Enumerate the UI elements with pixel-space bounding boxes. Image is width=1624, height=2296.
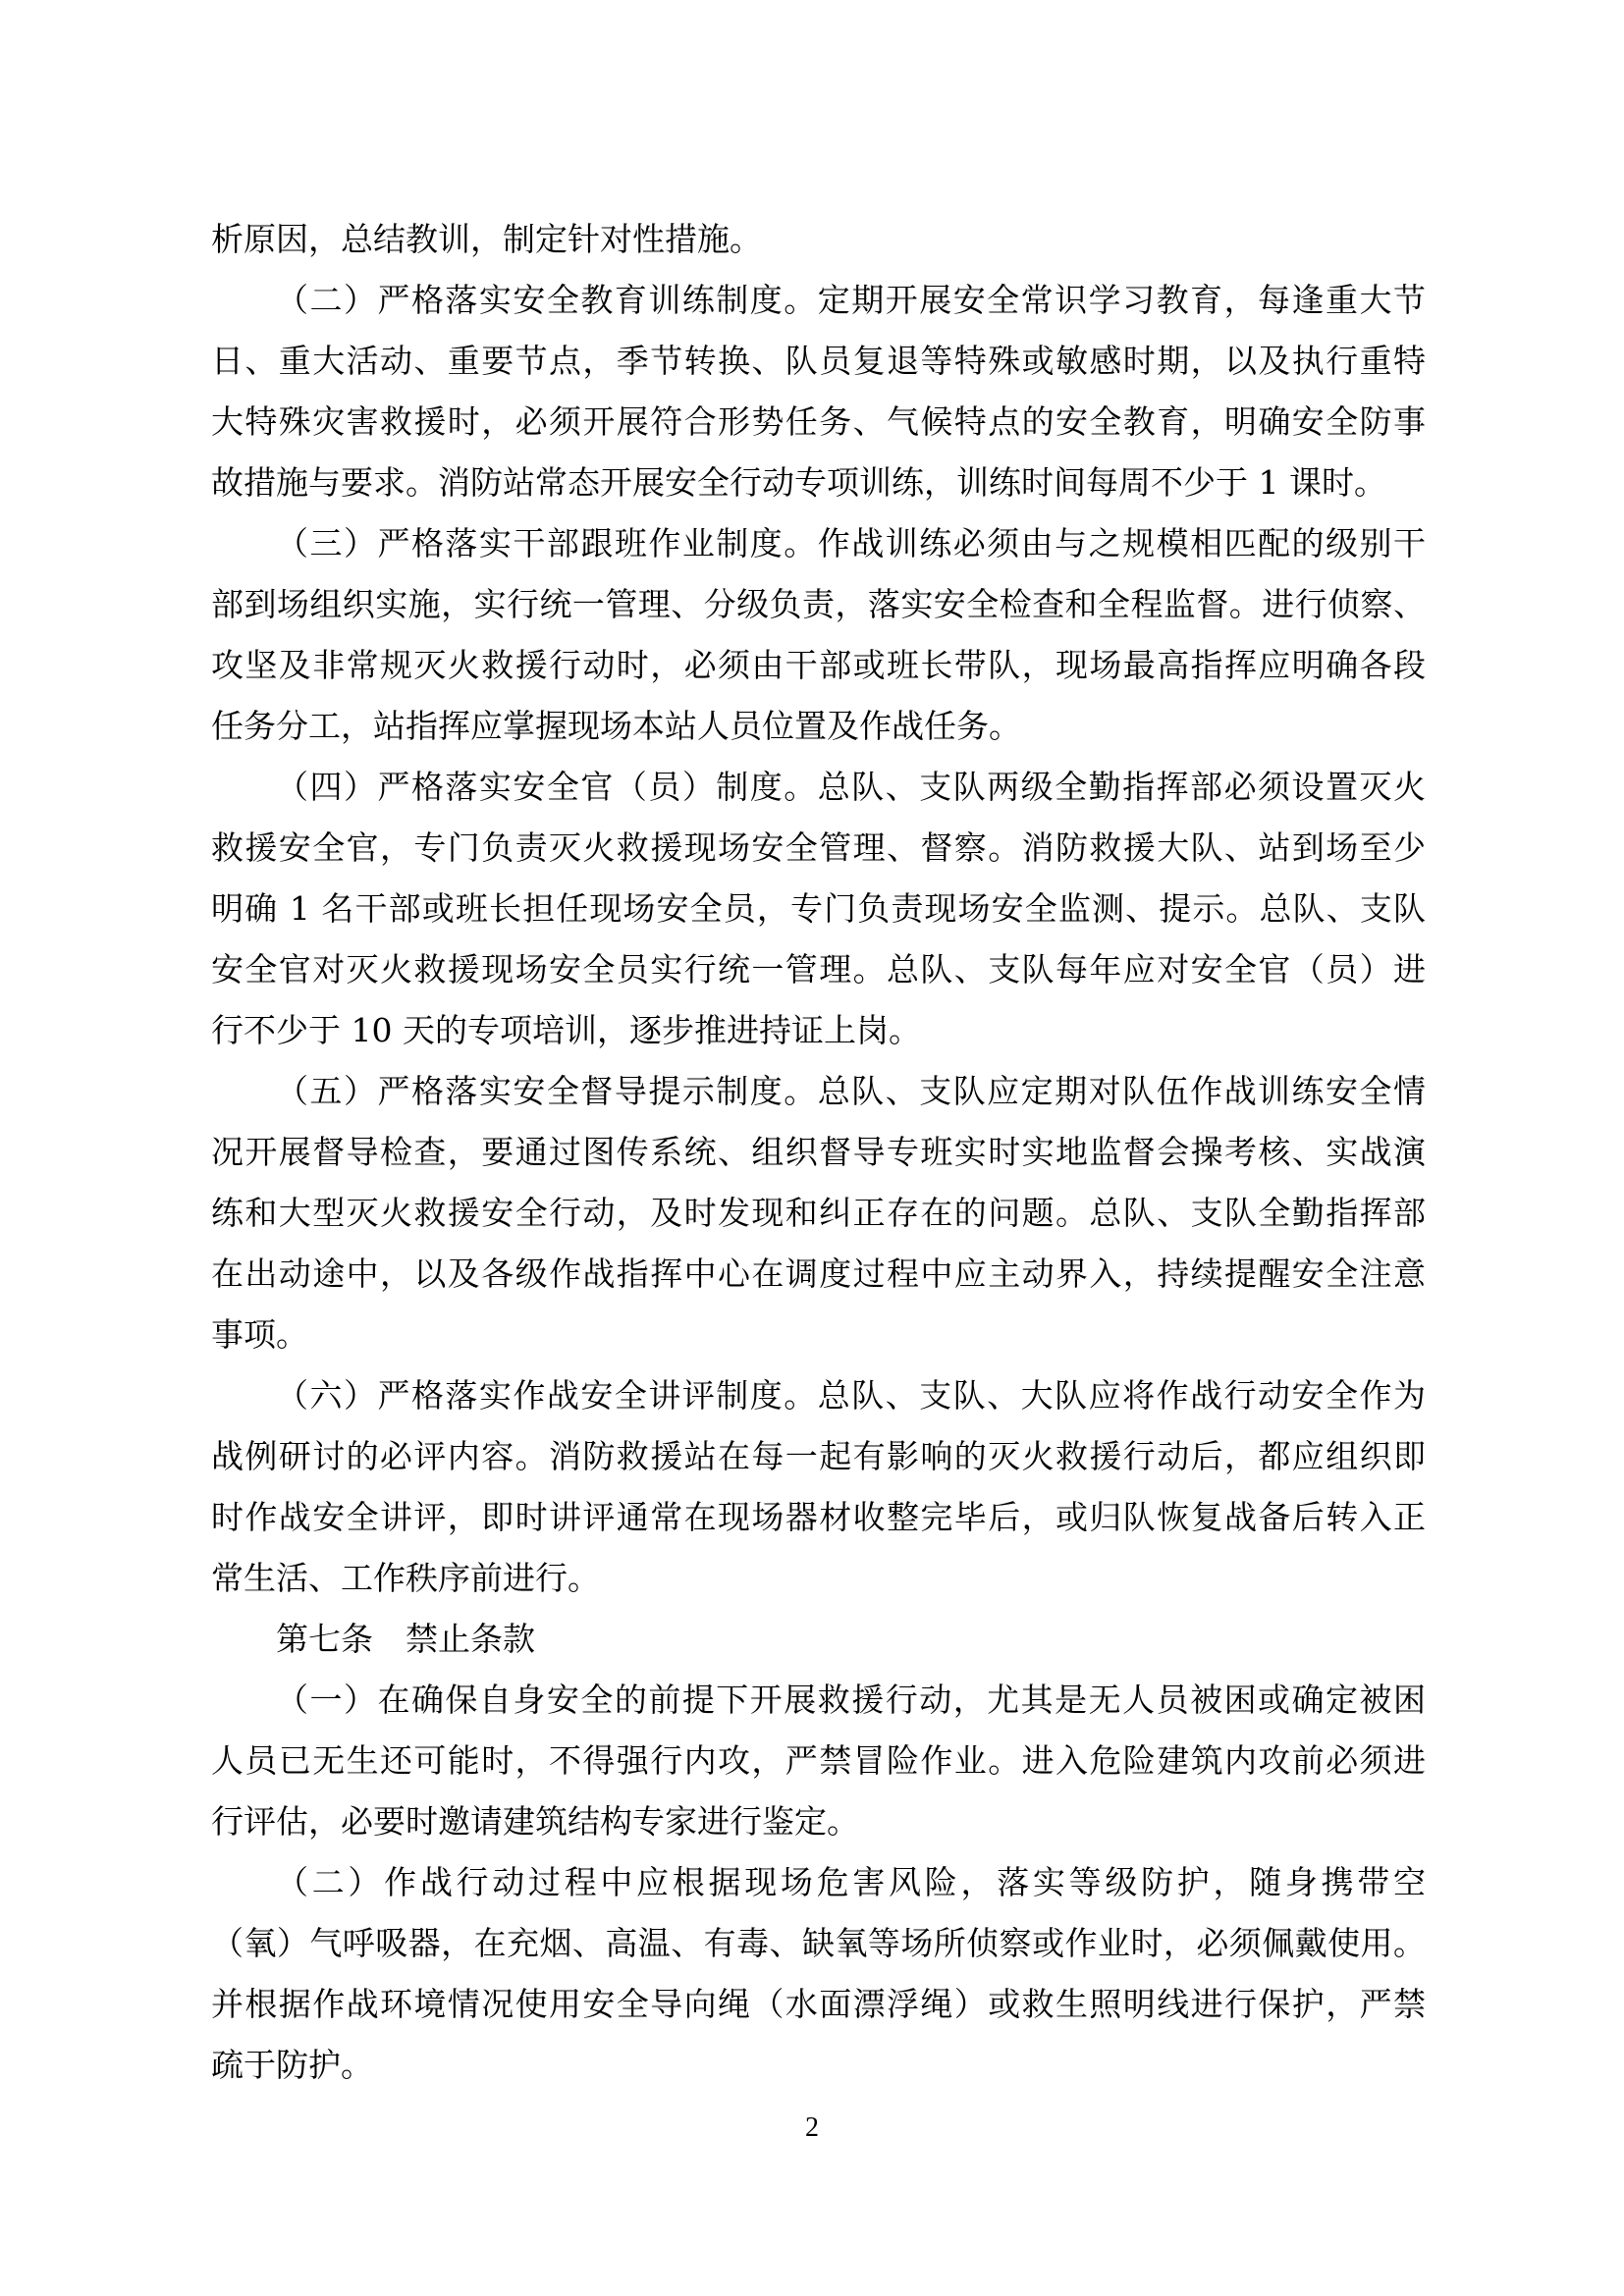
text-line: 行评估，必要时邀请建筑结构专家进行鉴定。 xyxy=(211,1802,859,1841)
text-line: 明确 1 名干部或班长担任现场安全员，专门负责现场安全监测、提示。总队、支队 xyxy=(211,889,1426,928)
text-line: （一）在确保自身安全的前提下开展救援行动，尤其是无人员被困或确定被困 xyxy=(276,1681,1426,1719)
text-line: 在出动途中，以及各级作战指挥中心在调度过程中应主动界入，持续提醒安全注意 xyxy=(211,1255,1426,1293)
paragraph xyxy=(211,209,1426,270)
paragraph xyxy=(211,1365,1426,1609)
text-line: （六）严格落实作战安全讲评制度。总队、支队、大队应将作战行动安全作为 xyxy=(276,1376,1426,1415)
text-line: 行不少于 10 天的专项培训，逐步推进持证上岗。 xyxy=(211,1011,921,1049)
text-line: 大特殊灾害救援时，必须开展符合形势任务、气候特点的安全教育，明确安全防事 xyxy=(211,402,1426,441)
text-line: 安全官对灭火救援现场安全员实行统一管理。总队、支队每年应对安全官（员）进 xyxy=(211,950,1426,988)
paragraph xyxy=(211,513,1426,757)
text-line: （二）严格落实安全教育训练制度。定期开展安全常识学习教育，每逢重大节 xyxy=(276,281,1426,319)
text-line: 战例研讨的必评内容。消防救援站在每一起有影响的灭火救援行动后，都应组织即 xyxy=(211,1437,1426,1475)
text-line: 常生活、工作秩序前进行。 xyxy=(211,1559,600,1597)
paragraph xyxy=(211,757,1426,1061)
paragraph xyxy=(211,1609,1426,1670)
text-line: （三）严格落实干部跟班作业制度。作战训练必须由与之规模相匹配的级别干 xyxy=(276,524,1426,562)
paragraph xyxy=(211,1061,1426,1365)
text-line: 任务分工，站指挥应掌握现场本站人员位置及作战任务。 xyxy=(211,707,1021,745)
text-line: 人员已无生还可能时，不得强行内攻，严禁冒险作业。进入危险建筑内攻前必须进 xyxy=(211,1741,1426,1780)
text-line: 第七条 禁止条款 xyxy=(276,1620,535,1658)
text-line: 疏于防护。 xyxy=(211,2046,373,2084)
text-line: 事项。 xyxy=(211,1315,308,1354)
text-line: 故措施与要求。消防站常态开展安全行动专项训练，训练时间每周不少于 1 课时。 xyxy=(211,463,1386,502)
text-line: 析原因，总结教训，制定针对性措施。 xyxy=(211,220,762,258)
text-line: 况开展督导检查，要通过图传系统、组织督导专班实时实地监督会操考核、实战演 xyxy=(211,1133,1426,1171)
paragraph xyxy=(211,270,1426,513)
text-line: （五）严格落实安全督导提示制度。总队、支队应定期对队伍作战训练安全情 xyxy=(276,1072,1426,1110)
text-line: 时作战安全讲评，即时讲评通常在现场器材收整完毕后，或归队恢复战备后转入正 xyxy=(211,1498,1426,1536)
page-number: 2 xyxy=(805,2112,819,2143)
text-line: 并根据作战环境情况使用安全导向绳（水面漂浮绳）或救生照明线进行保护，严禁 xyxy=(211,1985,1426,2023)
paragraph xyxy=(211,1852,1426,2096)
document-body xyxy=(211,209,1426,2096)
text-line: 练和大型灭火救援安全行动，及时发现和纠正存在的问题。总队、支队全勤指挥部 xyxy=(211,1194,1426,1232)
text-line: （二）作战行动过程中应根据现场危害风险，落实等级防护，随身携带空 xyxy=(276,1863,1426,1901)
text-line: 攻坚及非常规灭火救援行动时，必须由干部或班长带队，现场最高指挥应明确各段 xyxy=(211,646,1426,684)
text-line: 救援安全官，专门负责灭火救援现场安全管理、督察。消防救援大队、站到场至少 xyxy=(211,828,1426,867)
text-line: （氧）气呼吸器，在充烟、高温、有毒、缺氧等场所侦察或作业时，必须佩戴使用。 xyxy=(211,1924,1426,1962)
text-line: （四）严格落实安全官（员）制度。总队、支队两级全勤指挥部必须设置灭火 xyxy=(276,768,1426,806)
text-line: 部到场组织实施，实行统一管理、分级负责，落实安全检查和全程监督。进行侦察、 xyxy=(211,585,1426,623)
text-line: 日、重大活动、重要节点，季节转换、队员复退等特殊或敏感时期，以及执行重特 xyxy=(211,342,1426,380)
paragraph xyxy=(211,1670,1426,1852)
